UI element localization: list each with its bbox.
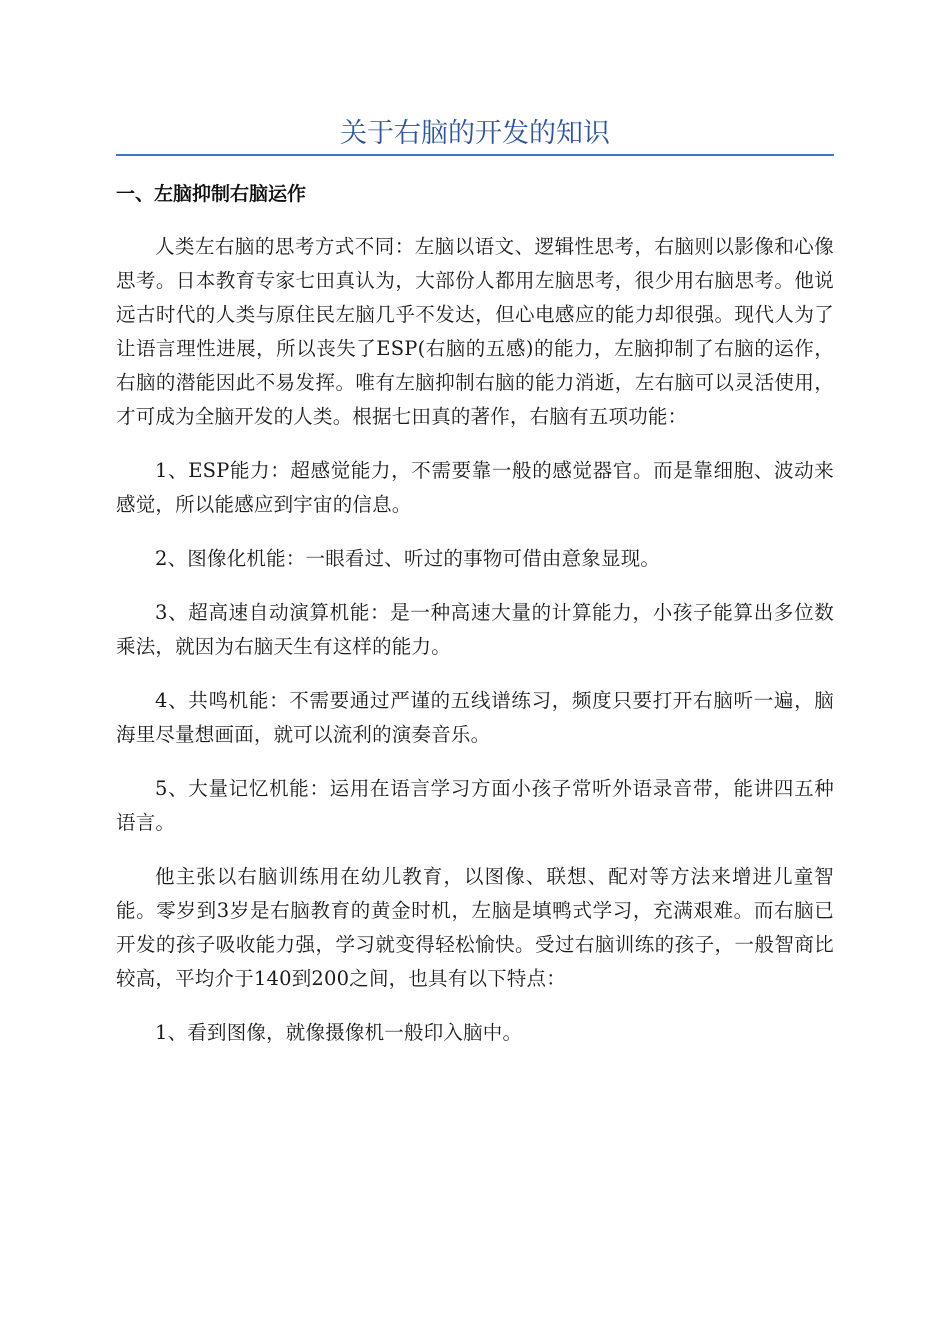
paragraph-trait-1: 1、看到图像，就像摄像机一般印入脑中。 [155, 1021, 523, 1044]
document-body [116, 230, 834, 1070]
section-heading: 一、左脑抑制右脑运作 [116, 183, 307, 205]
paragraph-resonance-function: 4、共鸣机能：不需要通过严谨的五线谱练习，频度只要打开右脑听一遍，脑海里尽量想画面，就可以流利的演奏音乐。 [116, 689, 834, 746]
title-underline [116, 154, 834, 156]
paragraph-esp-ability: 1、ESP能力：超感觉能力，不需要靠一般的感觉器官。而是靠细胞、波动来感觉，所以能感应到宇宙的信息。 [116, 459, 834, 516]
paragraph-education: 他主张以右脑训练用在幼儿教育，以图像、联想、配对等方法来增进儿童智能。零岁到3岁是右脑教育的黄金时机，左脑是填鸭式学习，充满艰难。而右脑已开发的孩子吸收能力强，学习就变得轻松愉快。受过右脑训练的孩子，一般智商比较高，平均介于140到200之间，也具有以下特点： [116, 865, 834, 990]
paragraph-intro: 人类左右脑的思考方式不同：左脑以语文、逻辑性思考，右脑则以影像和心像思考。日本教育专家七田真认为，大部份人都用左脑思考，很少用右脑思考。他说远古时代的人类与原住民左脑几乎不发达，但心电感应的能力却很强。现代人为了让语言理性进展，所以丧失了ESP(右脑的五感)的能力，左脑抑制了右脑的运作，右脑的潜能因此不易发挥。唯有左脑抑制右脑的能力消逝，左右脑可以灵活使用，才可成为全脑开发的人类。根据七田真的著作，右脑有五项功能： [116, 235, 834, 428]
paragraph-calculation-function: 3、超高速自动演算机能：是一种高速大量的计算能力，小孩子能算出多位数乘法，就因为右脑天生有这样的能力。 [116, 601, 834, 658]
document-title: 关于右脑的开发的知识 [340, 118, 610, 149]
paragraph-memory-function: 5、大量记忆机能：运用在语言学习方面小孩子常听外语录音带，能讲四五种语言。 [116, 777, 834, 834]
paragraph-imaging-function: 2、图像化机能：一眼看过、听过的事物可借由意象显现。 [155, 547, 661, 570]
